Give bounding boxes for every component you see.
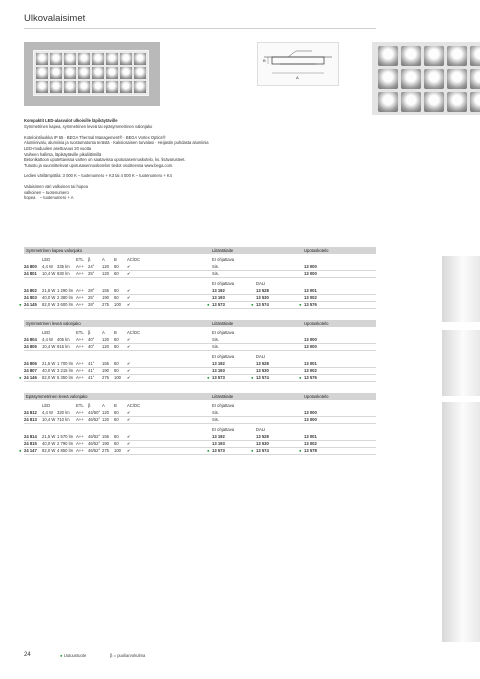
- cell-a: 120: [102, 264, 109, 269]
- cell-control: 13 573: [212, 448, 225, 453]
- cell-control: 13 193: [212, 368, 225, 373]
- cell-recess-box: 13 001: [304, 288, 317, 293]
- cell-lm: 1 290 lm: [57, 288, 74, 293]
- cell-eff: A++: [76, 302, 84, 307]
- cell-control: 13 193: [212, 295, 225, 300]
- sub-header: DALI: [256, 281, 266, 286]
- cell-a: 155: [102, 434, 109, 439]
- column-header: EI ohjattava: [212, 257, 235, 262]
- cell-acdc: ✔: [127, 448, 131, 453]
- column-header: B: [114, 330, 117, 335]
- cell-acdc: ✔: [127, 295, 131, 300]
- sub-header: EI ohjattava: [212, 427, 235, 432]
- description-line: Tutustu ja suunnittelevat upotusasennuskotelon tiedot osoitteessa www.bega.com.: [24, 162, 174, 168]
- cell-recess-box: 13 576: [304, 375, 317, 380]
- column-header: EI ohjattava: [212, 403, 235, 408]
- cell-beta: 25°: [88, 295, 95, 300]
- cell-eff: A++: [76, 295, 84, 300]
- cell-w: 10,4 W: [42, 417, 56, 422]
- description-line: Symmetrinen kapea, symmetrinen leveä tai epäsymmetrinen valonjako: [24, 123, 153, 129]
- new-marker-icon: ●: [299, 302, 302, 307]
- cell-recess-box: 13 002: [304, 368, 317, 373]
- cell-acdc: ✔: [127, 417, 131, 422]
- dim-a-label: A: [296, 75, 299, 80]
- cell-dali: 13 574: [256, 375, 269, 380]
- cell-a: 275: [102, 375, 109, 380]
- dimension-drawing: [257, 42, 339, 86]
- new-marker-icon: ●: [60, 653, 63, 658]
- sub-header-row: [24, 353, 376, 360]
- cell-control: 13 573: [212, 302, 225, 307]
- column-header: EI ohjattava: [212, 330, 235, 335]
- description-lead: Kompaktit LED-alasvalot ulkoisille läpikäytäville: [24, 118, 118, 123]
- cell-a: 120: [102, 417, 109, 422]
- cell-w: 4,4 W: [42, 337, 53, 342]
- lens-grid: [33, 50, 149, 96]
- cell-lm: 4 850 lm: [57, 448, 74, 453]
- cell-w: 10,4 W: [42, 271, 56, 276]
- cell-lm: 830 lm: [57, 271, 70, 276]
- column-header: LED: [42, 257, 51, 262]
- cell-a: 190: [102, 295, 109, 300]
- cell-beta: 28°: [88, 302, 95, 307]
- cell-control: Sis.: [212, 344, 219, 349]
- cell-recess-box: 13 000: [304, 410, 317, 415]
- control-gear-header: Liitäntälaite: [212, 248, 234, 253]
- sub-header: EI ohjattava: [212, 354, 235, 359]
- cell-beta: 40°: [88, 344, 95, 349]
- cell-beta: 24°: [88, 264, 95, 269]
- finish-line: Valaisimen väri valkoinen tai hopea: [24, 183, 88, 189]
- table-row: [24, 270, 376, 278]
- new-marker-icon: ●: [19, 302, 22, 307]
- new-marker-icon: ●: [207, 302, 210, 307]
- table-row: [24, 343, 376, 351]
- cell-b: 60: [114, 410, 119, 415]
- cell-a: 275: [102, 448, 109, 453]
- recess-box-header: Upotuskotelo: [304, 394, 329, 399]
- cell-b: 60: [114, 361, 119, 366]
- cell-beta: 46/52°: [88, 417, 101, 422]
- cell-eff: A++: [76, 344, 84, 349]
- article-number: 24 802: [24, 288, 37, 293]
- cell-eff: A++: [76, 434, 84, 439]
- cell-beta: 41°: [88, 368, 95, 373]
- cell-w: 21,5 W: [42, 361, 56, 366]
- installation-photo: [372, 42, 480, 115]
- cell-beta: 41°: [88, 375, 95, 380]
- new-marker-icon: ●: [251, 375, 254, 380]
- cell-recess-box: 13 000: [304, 417, 317, 422]
- sub-header-row: [24, 426, 376, 433]
- cell-eff: A++: [76, 375, 84, 380]
- cell-acdc: ✔: [127, 344, 131, 349]
- article-number: 24 805: [24, 344, 37, 349]
- cell-acdc: ✔: [127, 375, 131, 380]
- cell-lm: 320 lm: [57, 410, 70, 415]
- column-header: ETL: [76, 257, 84, 262]
- table-title: Symmetrinen kapea valonjako: [26, 248, 83, 253]
- cell-recess-box: 13 000: [304, 344, 317, 349]
- article-number: 24 815: [24, 441, 37, 446]
- new-marker-icon: ●: [207, 448, 210, 453]
- column-header: β: [88, 403, 91, 408]
- table-title: Epäsymmetrinen leveä valonjako: [26, 394, 88, 399]
- cell-eff: A++: [76, 368, 84, 373]
- cell-control: 13 192: [212, 434, 225, 439]
- column-header-row: [24, 402, 376, 409]
- cell-recess-box: 13 001: [304, 434, 317, 439]
- legend-beta: [110, 653, 145, 658]
- sub-header-row: [24, 280, 376, 287]
- table-row: [19, 301, 376, 309]
- cell-acdc: ✔: [127, 302, 131, 307]
- column-header: A: [102, 330, 105, 335]
- description-line: Vaiheen hallinta, läpikäytäville pikaliittimillä: [24, 151, 102, 157]
- cell-b: 100: [114, 302, 121, 307]
- cell-dali: 13 528: [256, 361, 269, 366]
- cell-recess-box: 13 002: [304, 441, 317, 446]
- new-marker-icon: ●: [251, 448, 254, 453]
- cell-b: 100: [114, 375, 121, 380]
- cell-lm: 3 215 lm: [57, 368, 74, 373]
- cell-dali: 13 528: [256, 288, 269, 293]
- cell-b: 60: [114, 434, 119, 439]
- cell-control: 13 192: [212, 361, 225, 366]
- column-header: LED: [42, 403, 51, 408]
- light-distribution-image: [442, 402, 480, 642]
- cell-acdc: ✔: [127, 410, 131, 415]
- new-marker-icon: ●: [207, 375, 210, 380]
- description-line: Alumiinivalu, alumiinia ja ruostumatonta terästä · Kaksiosainen turvalasi · Heijastin puhdasta alumiinia: [24, 140, 209, 146]
- cell-eff: A++: [76, 361, 84, 366]
- cell-b: 60: [114, 344, 119, 349]
- new-marker-icon: ●: [19, 375, 22, 380]
- article-number: 24 812: [24, 410, 37, 415]
- column-header: AC/DC: [127, 330, 141, 335]
- column-header: β: [88, 330, 91, 335]
- cell-a: 120: [102, 271, 109, 276]
- cell-dali: 13 530: [256, 368, 269, 373]
- cell-w: 40,0 W: [42, 368, 56, 373]
- finish-line: valkoinen – tuotenumero: [24, 189, 69, 195]
- title-divider: [24, 28, 376, 29]
- cell-w: 82,0 W: [42, 448, 56, 453]
- cell-b: 60: [114, 368, 119, 373]
- cell-lm: 5 350 lm: [57, 375, 74, 380]
- cell-acdc: ✔: [127, 271, 131, 276]
- article-number: 24 813: [24, 417, 37, 422]
- cell-a: 120: [102, 410, 109, 415]
- cell-lm: 1 700 lm: [57, 361, 74, 366]
- cell-lm: 915 lm: [57, 344, 70, 349]
- cell-acdc: ✔: [127, 368, 131, 373]
- column-header: LED: [42, 330, 51, 335]
- cell-control: Sis.: [212, 417, 219, 422]
- article-number: 24 806: [24, 361, 37, 366]
- cell-w: 82,0 W: [42, 302, 56, 307]
- new-marker-icon: ●: [299, 448, 302, 453]
- cell-w: 82,0 W: [42, 375, 56, 380]
- column-header-row: [24, 329, 376, 336]
- description-line: LED-moduulien asettuvuus 20 vuotta: [24, 145, 92, 151]
- cell-eff: A++: [76, 337, 84, 342]
- cell-control: 13 192: [212, 288, 225, 293]
- cell-eff: A++: [76, 441, 84, 446]
- column-header: β: [88, 257, 91, 262]
- cell-beta: 28°: [88, 288, 95, 293]
- cell-b: 60: [114, 441, 119, 446]
- cell-eff: A++: [76, 410, 84, 415]
- cell-a: 190: [102, 441, 109, 446]
- article-number: 24 803: [24, 295, 37, 300]
- column-header: ETL: [76, 403, 84, 408]
- cell-acdc: ✔: [127, 434, 131, 439]
- light-distribution-image: [442, 256, 480, 322]
- cell-lm: 3 600 lm: [57, 302, 74, 307]
- cell-eff: A++: [76, 271, 84, 276]
- control-gear-header: Liitäntälaite: [212, 321, 234, 326]
- column-header: ETL: [76, 330, 84, 335]
- cell-a: 120: [102, 344, 109, 349]
- column-header: A: [102, 403, 105, 408]
- cell-control: 13 193: [212, 441, 225, 446]
- description-line: Kotelointiluokka IP 65 · BEGA Thermal Management® · BEGA Vortex Optics®: [24, 134, 166, 140]
- description-line: Betonikattoon upotettavissa varten on saatavissa upotusasennuskotelo, ks. lisävarusteet.: [24, 157, 186, 163]
- cell-acdc: ✔: [127, 361, 131, 366]
- sub-header: EI ohjattava: [212, 281, 235, 286]
- cell-a: 190: [102, 368, 109, 373]
- dimension-drawing-svg: [258, 43, 338, 85]
- cell-lm: 710 lm: [57, 417, 70, 422]
- cell-lm: 2 790 lm: [57, 441, 74, 446]
- beta-symbol: β: [110, 653, 113, 658]
- column-header: AC/DC: [127, 257, 141, 262]
- cell-w: 4,4 W: [42, 410, 53, 415]
- legend-new-label: Uutuustuote: [63, 653, 87, 658]
- table-header-bar: [24, 247, 376, 254]
- cell-recess-box: 13 000: [304, 337, 317, 342]
- page-number: 24: [24, 652, 31, 658]
- page-title: Ulkovalaisimet: [24, 13, 86, 24]
- cell-recess-box: 13 576: [304, 302, 317, 307]
- table-row: [19, 374, 376, 382]
- cell-a: 120: [102, 337, 109, 342]
- cell-control: Sis.: [212, 337, 219, 342]
- cell-beta: 46/52°: [88, 441, 101, 446]
- cell-b: 60: [114, 271, 119, 276]
- control-gear-header: Liitäntälaite: [212, 394, 234, 399]
- cell-w: 10,4 W: [42, 344, 56, 349]
- cell-w: 21,5 W: [42, 434, 56, 439]
- column-header-row: [24, 256, 376, 263]
- cell-beta: 25°: [88, 271, 95, 276]
- cell-eff: A++: [76, 264, 84, 269]
- product-description: [24, 118, 374, 201]
- legend-beta-label: = puoliarvokulma: [113, 653, 146, 658]
- cell-beta: 46/52°: [88, 448, 101, 453]
- article-number: 24 801: [24, 271, 37, 276]
- cell-eff: A++: [76, 417, 84, 422]
- column-header: A: [102, 257, 105, 262]
- cell-lm: 335 lm: [57, 264, 70, 269]
- table-title: Symmetrinen leveä valonjako: [26, 321, 81, 326]
- cell-recess-box: 13 002: [304, 295, 317, 300]
- cell-lm: 1 570 lm: [57, 434, 74, 439]
- table-header-bar: [24, 320, 376, 327]
- cell-beta: 40°: [88, 337, 95, 342]
- cell-recess-box: 13 000: [304, 264, 317, 269]
- article-number: 24 804: [24, 337, 37, 342]
- new-marker-icon: ●: [251, 302, 254, 307]
- cell-a: 275: [102, 302, 109, 307]
- product-photo: [24, 42, 160, 106]
- recess-box-header: Upotuskotelo: [304, 321, 329, 326]
- article-number: 24 145: [24, 302, 37, 307]
- column-header: B: [114, 257, 117, 262]
- cell-acdc: ✔: [127, 288, 131, 293]
- cell-w: 21,5 W: [42, 288, 56, 293]
- cell-a: 155: [102, 288, 109, 293]
- cell-dali: 13 574: [256, 448, 269, 453]
- cell-w: 40,0 W: [42, 295, 56, 300]
- article-number: 24 807: [24, 368, 37, 373]
- legend-new: [60, 653, 86, 658]
- finish-line: hopea – tuotenumero + A: [24, 195, 74, 201]
- cell-eff: A++: [76, 288, 84, 293]
- cell-control: Sis.: [212, 264, 219, 269]
- cell-b: 60: [114, 295, 119, 300]
- sub-header: DALI: [256, 354, 266, 359]
- cell-b: 60: [114, 417, 119, 422]
- cell-a: 155: [102, 361, 109, 366]
- table-row: [19, 447, 376, 455]
- cell-b: 60: [114, 288, 119, 293]
- cell-beta: 41°: [88, 361, 95, 366]
- recess-box-header: Upotuskotelo: [304, 248, 329, 253]
- new-marker-icon: ●: [19, 448, 22, 453]
- cell-dali: 13 530: [256, 441, 269, 446]
- cell-dali: 13 528: [256, 434, 269, 439]
- cell-control: Sis.: [212, 410, 219, 415]
- new-marker-icon: ●: [299, 375, 302, 380]
- cell-lm: 405 lm: [57, 337, 70, 342]
- article-number: 24 147: [24, 448, 37, 453]
- table-row: [24, 416, 376, 424]
- cell-w: 40,0 W: [42, 441, 56, 446]
- cell-lm: 2 380 lm: [57, 295, 74, 300]
- cell-eff: A++: [76, 448, 84, 453]
- column-header: AC/DC: [127, 403, 141, 408]
- article-number: 24 800: [24, 264, 37, 269]
- cell-recess-box: 13 000: [304, 271, 317, 276]
- cell-recess-box: 13 001: [304, 361, 317, 366]
- cell-b: 60: [114, 337, 119, 342]
- color-temp-line: Ledien värilämpötila: 3 000 K – tuotenumero + K3 tai 4 000 K – tuotenumero + K4: [24, 173, 172, 179]
- article-number: 24 814: [24, 434, 37, 439]
- cell-acdc: ✔: [127, 337, 131, 342]
- cell-control: 13 573: [212, 375, 225, 380]
- light-distribution-image: [442, 330, 480, 396]
- sub-header: DALI: [256, 427, 266, 432]
- article-number: 24 146: [24, 375, 37, 380]
- cell-b: 100: [114, 448, 121, 453]
- cell-acdc: ✔: [127, 441, 131, 446]
- table-header-bar: [24, 393, 376, 400]
- cell-dali: 13 574: [256, 302, 269, 307]
- cell-b: 60: [114, 264, 119, 269]
- cell-control: Sis.: [212, 271, 219, 276]
- cell-acdc: ✔: [127, 264, 131, 269]
- cell-recess-box: 13 578: [304, 448, 317, 453]
- column-header: B: [114, 403, 117, 408]
- cell-beta: 44/50°: [88, 410, 101, 415]
- cell-w: 4,4 W: [42, 264, 53, 269]
- cell-beta: 46/52°: [88, 434, 101, 439]
- cell-dali: 13 530: [256, 295, 269, 300]
- dim-b-label: B: [263, 58, 266, 63]
